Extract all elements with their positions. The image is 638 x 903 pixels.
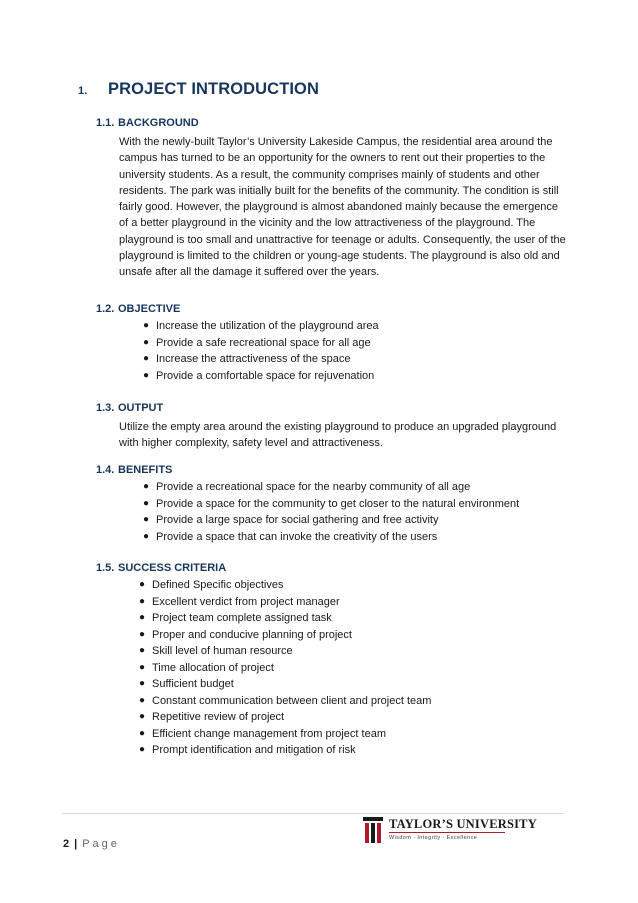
section-heading — [96, 303, 566, 315]
list-item: ● Defined Specific objectives — [96, 577, 566, 594]
bullet-icon: ● — [142, 336, 150, 348]
section-output — [96, 402, 566, 452]
section-heading — [96, 402, 566, 414]
section-title: SUCCESS CRITERIA — [118, 562, 227, 574]
section-title: BENEFITS — [118, 464, 173, 476]
bullet-icon: ● — [138, 595, 146, 607]
list-item: ● Provide a recreational space for the nearby community of all age — [96, 479, 566, 496]
list-item: ● Increase the utilization of the playground area — [96, 318, 566, 335]
list-item: ● Efficient change management from project team — [96, 726, 566, 743]
taylors-crest-icon — [362, 816, 384, 844]
list-item: ● Skill level of human resource — [96, 643, 566, 660]
bullet-icon: ● — [142, 530, 150, 542]
list-item: ● Sufficient budget — [96, 676, 566, 693]
bullet-icon: ● — [138, 678, 146, 689]
section-background — [96, 117, 566, 281]
university-logo — [362, 816, 537, 844]
footer-divider — [62, 813, 564, 814]
section-number: 1.1. — [96, 117, 115, 129]
logo-name: TAYLOR’S UNIVERSITY — [389, 817, 537, 831]
list-item: ● Provide a space for the community to get closer to the natural environment — [96, 496, 566, 513]
chapter-title: PROJECT INTRODUCTION — [108, 80, 320, 98]
bullet-icon: ● — [138, 727, 146, 739]
page-number: 2 — [63, 838, 70, 850]
bullet-icon: ● — [138, 645, 146, 656]
benefits-list — [96, 479, 566, 545]
section-title: OBJECTIVE — [118, 303, 181, 315]
page-footer — [63, 838, 120, 850]
section-title: BACKGROUND — [118, 117, 199, 129]
bullet-icon: ● — [142, 369, 150, 381]
logo-tagline: Wisdom · Integrity · Excellence — [389, 835, 478, 841]
list-item: ● Excellent verdict from project manager — [96, 594, 566, 611]
list-item: ● Provide a space that can invoke the creativity of the users — [96, 529, 566, 546]
section-number: 1.2. — [96, 303, 115, 315]
chapter-number: 1. — [78, 85, 88, 97]
output-paragraph: Utilize the empty area around the existing playground to produce an upgraded playground with higher complexity, safety level and attractiveness. — [119, 421, 557, 450]
section-heading — [96, 562, 566, 574]
section-objective — [96, 303, 566, 384]
section-number: 1.3. — [96, 402, 115, 414]
section-heading — [96, 464, 566, 476]
list-item: ● Constant communication between client and project team — [96, 693, 566, 710]
list-item: ● Project team complete assigned task — [96, 610, 566, 627]
list-item: ● Time allocation of project — [96, 660, 566, 677]
list-item: ● Proper and conducive planning of project — [96, 627, 566, 644]
bullet-icon: ● — [138, 711, 146, 722]
bullet-icon: ● — [142, 320, 150, 331]
bullet-icon: ● — [138, 694, 146, 706]
bullet-icon: ● — [142, 497, 150, 509]
chapter-heading — [78, 80, 319, 99]
bullet-icon: ● — [138, 744, 146, 755]
section-number: 1.5. — [96, 562, 115, 574]
list-item: ● Increase the attractiveness of the space — [96, 351, 566, 368]
bullet-icon: ● — [142, 353, 150, 364]
bullet-icon: ● — [138, 579, 146, 590]
section-benefits — [96, 464, 566, 545]
section-heading — [96, 117, 566, 129]
page-separator: | — [74, 838, 78, 850]
section-number: 1.4. — [96, 464, 115, 476]
section-success-criteria — [96, 562, 566, 759]
bullet-icon: ● — [138, 661, 146, 673]
list-item: ● Repetitive review of project — [96, 709, 566, 726]
list-item: ● Provide a safe recreational space for all age — [96, 335, 566, 352]
objective-list — [96, 318, 566, 384]
bullet-icon: ● — [138, 628, 146, 640]
list-item: ● Provide a comfortable space for rejuvenation — [96, 368, 566, 385]
section-title: OUTPUT — [118, 402, 164, 414]
background-paragraph: With the newly-built Taylor’s University Lakeside Campus, the residential area around the campus has turned to be an opportunity for the owners to rent out their properties to the university students. As a result, the community comprises mainly of students and other residents. The park was initially built for the benefits of the community. The condition is still fairly good. However, the playground is almost abandoned mainly because the emergence of a better playground in the vicinity and the low attractiveness of the playground. The playground is too small and unattractive for teenage or adults. Consequently, the user of the playground is limited to the children or young-age students. The playground is also old and unsafe after all the damage it suffered over the years. — [119, 136, 566, 279]
list-item: ● Provide a large space for social gathering and free activity — [96, 512, 566, 529]
bullet-icon: ● — [142, 514, 150, 525]
logo-underline — [389, 832, 505, 833]
bullet-icon: ● — [142, 481, 150, 492]
list-item: ● Prompt identification and mitigation of risk — [96, 742, 566, 759]
bullet-icon: ● — [138, 612, 146, 623]
page-label: Page — [82, 838, 120, 850]
success-criteria-list — [96, 577, 566, 759]
